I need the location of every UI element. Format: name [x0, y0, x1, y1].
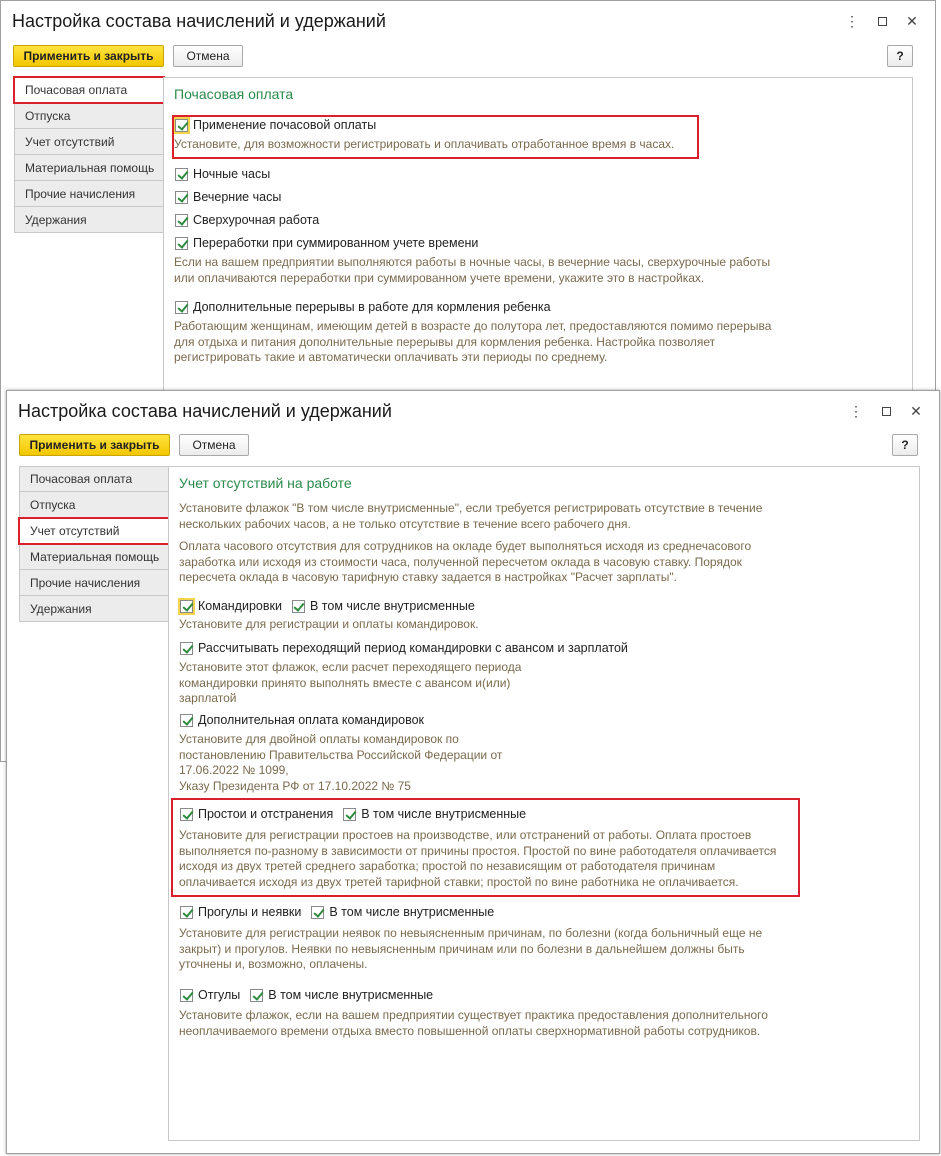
summed-accounting-label[interactable]: Переработки при суммированном учете времени [193, 236, 479, 250]
hint-line: оплачивается исходя из двух третей тарифной ставки; простой по вине работника не оплачивается. [179, 874, 739, 889]
maximize-icon[interactable] [867, 11, 897, 31]
absences-label[interactable]: Прогулы и неявки [198, 905, 302, 919]
business-trips-intrashift-label[interactable]: В том числе внутрисменные [309, 599, 475, 613]
evening-hours-label[interactable]: Вечерние часы [193, 190, 282, 204]
hourly-pay-hint: Установите, для возможности регистрировать и оплачивать отработанное время в часах. [174, 137, 675, 151]
time-off-intrashift-label[interactable]: В том числе внутрисменные [268, 988, 434, 1002]
hint-line: для отдыха и питания дополнительные перерывы для кормления ребенка. Настройка позволяет [174, 334, 716, 349]
night-hours-checkbox[interactable] [175, 168, 188, 181]
downtime-label[interactable]: Простои и отстранения [198, 807, 334, 821]
hint-line: регистрировать такие и автоматически оплачивать эти периоды по среднему. [174, 350, 608, 364]
overtime-label[interactable]: Сверхурочная работа [193, 213, 320, 227]
night-hours-row [175, 165, 270, 183]
hourly-pay-row [175, 116, 376, 134]
hourly-pay-label[interactable]: Применение почасовой оплаты [193, 118, 377, 132]
hint-line: закрыт) и прогулов. Неявки по невыясненным причинам или по болезни в дальнейшем должны быть [179, 941, 745, 956]
apply-close-button[interactable]: Применить и закрыть [19, 434, 170, 456]
hint-line: Установите для регистрации простоев на производстве, или отстранений от работы. Оплата простоев [179, 828, 752, 842]
hint-line: заработка или исходя из стоимости часа, полученной пересчетом оклада в часовую ставку. Порядок [179, 554, 742, 569]
sidebar-item-absences[interactable]: Учет отсутствий [19, 518, 169, 544]
hint-line: Указу Президента РФ от 17.10.2022 № 75 [179, 778, 411, 793]
absences-intrashift-checkbox[interactable] [311, 906, 324, 919]
hint-line: Установите этот флажок, если расчет переходящего периода [179, 660, 522, 674]
evening-hours-checkbox[interactable] [175, 191, 188, 204]
sidebar-item-financial-aid[interactable]: Материальная помощь [19, 544, 169, 570]
title-bar [7, 391, 939, 431]
downtime-intrashift-label[interactable]: В том числе внутрисменные [361, 807, 527, 821]
hint-line: исходя из двух третей среднего заработка; простой по независящим от работодателя причинам [179, 859, 716, 873]
intro-hint-hourly-absence [179, 539, 751, 586]
window-title: Настройка состава начислений и удержаний [18, 401, 392, 421]
feeding-breaks-row [175, 298, 551, 316]
time-off-row [180, 986, 433, 1004]
business-trips-checkbox[interactable] [180, 600, 193, 613]
business-trips-label[interactable]: Командировки [198, 599, 282, 613]
absences-checkbox[interactable] [180, 906, 193, 919]
window-title: Настройка состава начислений и удержаний [12, 11, 386, 31]
time-off-hint [179, 1008, 768, 1039]
extra-trip-pay-checkbox[interactable] [180, 714, 193, 727]
sidebar-item-deductions[interactable]: Удержания [14, 207, 164, 233]
time-off-label[interactable]: Отгулы [198, 988, 241, 1002]
evening-hours-row [175, 188, 281, 206]
time-off-intrashift-checkbox[interactable] [250, 989, 263, 1002]
downtime-row [180, 805, 526, 823]
intro-hint-intrashift [179, 501, 762, 532]
downtime-checkbox[interactable] [180, 808, 193, 821]
panel-title: Учет отсутствий на работе [179, 475, 352, 491]
hint-line: уточнены и, возможно, оплачены. [179, 957, 368, 971]
downtime-hint [179, 828, 776, 890]
summed-accounting-checkbox[interactable] [175, 237, 188, 250]
close-icon[interactable]: ✕ [910, 402, 922, 419]
content-panel [168, 466, 920, 1141]
night-hours-label[interactable]: Ночные часы [193, 167, 271, 181]
sidebar-item-absences[interactable]: Учет отсутствий [14, 129, 164, 155]
hint-line: командировки принято выполнять вместе с авансом и(или) [179, 675, 511, 690]
extra-trip-pay-label[interactable]: Дополнительная оплата командировок [198, 713, 425, 727]
feeding-breaks-label[interactable]: Дополнительные перерывы в работе для кормления ребенка [193, 300, 551, 314]
sidebar-item-vacations[interactable]: Отпуска [14, 103, 164, 129]
extra-trip-pay-hint [179, 732, 502, 794]
hint-line: 17.06.2022 № 1099, [179, 763, 289, 777]
more-menu-icon[interactable]: ⋮ [849, 402, 863, 419]
time-off-checkbox[interactable] [180, 989, 193, 1002]
sidebar-item-hourly-pay[interactable]: Почасовая оплата [14, 77, 164, 103]
transit-period-hint [179, 660, 521, 707]
sidebar-item-vacations[interactable]: Отпуска [19, 492, 169, 518]
hint-line: Установите для регистрации неявок по невыясненным причинам, по болезни (когда больничный еще не [179, 926, 763, 940]
hint-line: выполняется по-разному в зависимости от причины простоя. Простой по вине работодателя оплачивается [179, 843, 777, 858]
sidebar-item-hourly-pay[interactable]: Почасовая оплата [19, 466, 169, 492]
extra-trip-pay-row [180, 711, 424, 729]
summed-accounting-hint [174, 255, 770, 286]
hint-line: неоплачиваемого времени отдыха вместо повышенной оплаты сверхнормативной работы сотрудников. [179, 1023, 761, 1038]
more-menu-icon[interactable]: ⋮ [845, 12, 859, 29]
cancel-button[interactable]: Отмена [173, 45, 243, 67]
hint-line: нескольких рабочих часов, а не только отсутствие в течение всего рабочего дня. [179, 516, 631, 531]
hint-line: Работающим женщинам, имеющим детей в возрасте до полутора лет, предоставляются помимо перерыва [174, 319, 772, 333]
hint-line: Установите для двойной оплаты командировок по [179, 732, 459, 746]
sidebar-item-other-accruals[interactable]: Прочие начисления [14, 181, 164, 207]
apply-close-button[interactable]: Применить и закрыть [13, 45, 164, 67]
overtime-checkbox[interactable] [175, 214, 188, 227]
maximize-icon[interactable] [871, 401, 901, 421]
business-trips-intrashift-checkbox[interactable] [292, 600, 305, 613]
absences-hint [179, 926, 762, 973]
sidebar-item-other-accruals[interactable]: Прочие начисления [19, 570, 169, 596]
hint-line: или оплачиваются переработки при суммированном учете времени, укажите это в настройках. [174, 270, 705, 285]
business-trips-hint: Установите для регистрации и оплаты командировок. [179, 617, 479, 631]
hint-line: постановлению Правительства Российской Федерации от [179, 747, 503, 762]
business-trips-row [180, 597, 475, 615]
sidebar-item-deductions[interactable]: Удержания [19, 596, 169, 622]
hourly-pay-checkbox[interactable] [175, 119, 188, 132]
hint-line: Если на вашем предприятии выполняются работы в ночные часы, в вечерние часы, сверхурочные работы [174, 255, 771, 269]
downtime-intrashift-checkbox[interactable] [343, 808, 356, 821]
hint-line: пересчета оклада в часовую тарифную ставку задается в настройках "Расчет зарплаты". [179, 570, 677, 584]
help-button[interactable]: ? [887, 45, 913, 67]
absences-row [180, 903, 494, 921]
panel-title: Почасовая оплата [174, 86, 294, 102]
sidebar [14, 77, 164, 233]
transit-period-row [180, 639, 628, 657]
help-button[interactable]: ? [892, 434, 918, 456]
hint-line: Оплата часового отсутствия для сотрудников на окладе будет выполняться исходя из среднечасового [179, 539, 752, 553]
absences-intrashift-label[interactable]: В том числе внутрисменные [329, 905, 495, 919]
overtime-row [175, 211, 319, 229]
transit-period-checkbox[interactable] [180, 642, 193, 655]
close-icon[interactable]: ✕ [906, 12, 918, 29]
cancel-button[interactable]: Отмена [179, 434, 249, 456]
transit-period-label[interactable]: Рассчитывать переходящий период командировки с авансом и зарплатой [198, 641, 628, 655]
hint-line: Установите флажок, если на вашем предприятии существует практика предоставления дополнительного [179, 1008, 768, 1022]
hint-line: зарплатой [179, 691, 237, 705]
feeding-breaks-checkbox[interactable] [175, 301, 188, 314]
settings-window-absences [6, 390, 940, 1154]
summed-accounting-row [175, 234, 478, 252]
sidebar [19, 466, 169, 622]
sidebar-item-financial-aid[interactable]: Материальная помощь [14, 155, 164, 181]
feeding-breaks-hint [174, 319, 771, 366]
hint-line: Установите флажок "В том числе внутрисменные", если требуется регистрировать отсутствие в течение [179, 501, 763, 515]
title-bar [1, 1, 935, 41]
